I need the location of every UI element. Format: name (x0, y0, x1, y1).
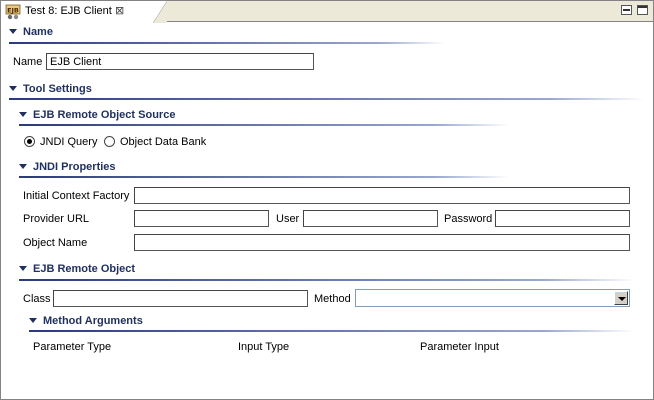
section-jndi-properties-header[interactable] (19, 161, 116, 173)
section-method-arguments-header[interactable] (29, 315, 143, 327)
minimize-icon[interactable] (621, 5, 632, 15)
section-ejb-remote-object-header[interactable] (19, 263, 135, 275)
section-divider (9, 42, 445, 44)
section-divider (9, 98, 645, 100)
section-divider (29, 330, 635, 332)
section-divider (19, 176, 509, 178)
provider-url-label: Provider URL (23, 213, 90, 225)
section-method-arguments-title: Method Arguments (43, 315, 143, 327)
collapse-triangle-icon (9, 86, 17, 91)
class-label: Class (23, 293, 51, 305)
column-header-parameter-type[interactable]: Parameter Type (33, 341, 112, 353)
editor-tab[interactable] (1, 1, 154, 23)
ejb-icon (5, 4, 21, 20)
column-header-input-type[interactable]: Input Type (238, 341, 290, 353)
name-label: Name (13, 56, 43, 68)
password-label: Password (444, 213, 493, 225)
section-divider (19, 124, 509, 126)
tab-title: Test 8: EJB Client (25, 5, 112, 17)
radio-object-data-bank[interactable] (104, 136, 115, 147)
radio-jndi-query-label: JNDI Query (40, 136, 98, 148)
user-input[interactable] (303, 210, 438, 227)
chevron-down-icon[interactable] (614, 291, 628, 305)
section-tool-settings-header[interactable] (9, 83, 92, 95)
password-input[interactable] (495, 210, 630, 227)
user-label: User (276, 213, 300, 225)
method-label: Method (314, 293, 351, 305)
radio-jndi-query[interactable] (24, 136, 35, 147)
radio-object-data-bank-label: Object Data Bank (120, 136, 207, 148)
initial-context-factory-label: Initial Context Factory (23, 190, 130, 202)
object-name-label: Object Name (23, 237, 88, 249)
section-tool-settings-title: Tool Settings (23, 83, 92, 95)
close-x-icon[interactable]: ⊠ (115, 5, 125, 17)
name-input[interactable] (46, 53, 314, 70)
collapse-triangle-icon (19, 266, 27, 271)
method-dropdown[interactable] (355, 289, 630, 307)
collapse-triangle-icon (9, 29, 17, 34)
maximize-icon[interactable] (637, 5, 648, 15)
section-name-title: Name (23, 26, 53, 38)
initial-context-factory-input[interactable] (134, 187, 630, 204)
section-ejb-remote-object-title: EJB Remote Object (33, 263, 136, 275)
section-jndi-properties-title: JNDI Properties (33, 161, 116, 173)
provider-url-input[interactable] (134, 210, 269, 227)
column-header-parameter-input[interactable]: Parameter Input (420, 341, 499, 353)
ejb-icon-text: EJB (7, 6, 19, 15)
section-name-header[interactable] (9, 26, 53, 38)
section-divider (19, 279, 635, 281)
section-ejb-source-header[interactable] (19, 109, 175, 121)
collapse-triangle-icon (19, 112, 27, 117)
collapse-triangle-icon (19, 164, 27, 169)
class-input[interactable] (53, 290, 308, 307)
section-ejb-source-title: EJB Remote Object Source (33, 109, 176, 121)
tab-bar (1, 1, 653, 22)
object-name-input[interactable] (134, 234, 630, 251)
collapse-triangle-icon (29, 318, 37, 323)
